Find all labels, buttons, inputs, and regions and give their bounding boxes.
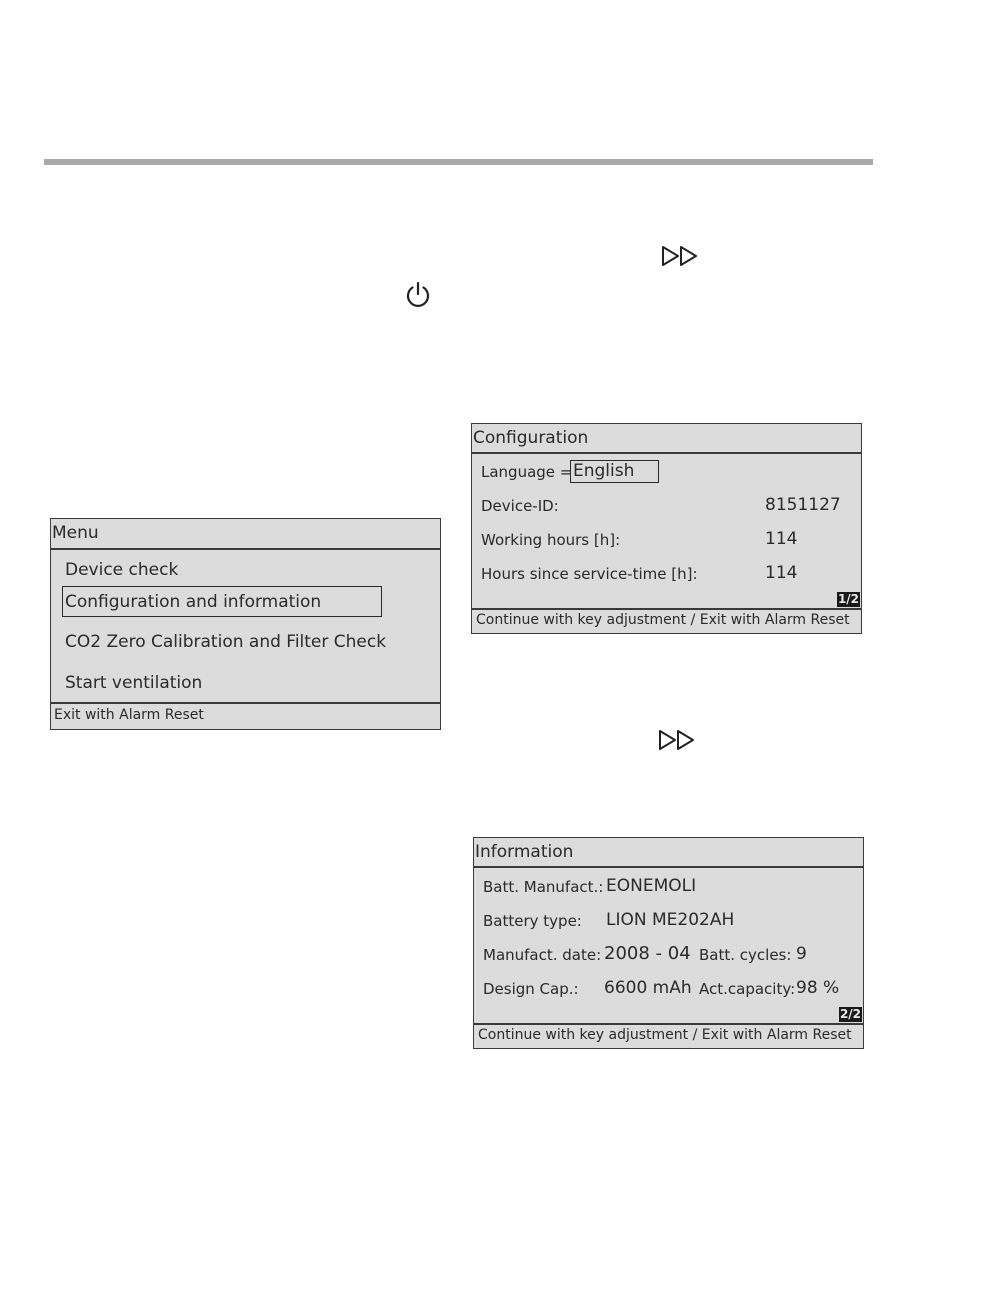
page-indicator: 1/2 <box>837 592 860 606</box>
menu-title-divider <box>51 548 440 550</box>
language-value: English <box>573 461 635 481</box>
manufact-date-value: 2008 - 04 <box>604 943 691 964</box>
info-footer: Continue with key adjustment / Exit with Alarm Reset <box>478 1027 852 1043</box>
menu-footer: Exit with Alarm Reset <box>54 707 204 723</box>
manufact-date-label: Manufact. date: <box>483 946 602 964</box>
config-footer-divider <box>472 608 861 610</box>
batt-cycles-value: 9 <box>796 944 807 964</box>
info-footer-divider <box>474 1023 863 1025</box>
act-capacity-label: Act.capacity: <box>699 980 796 998</box>
power-icon <box>403 280 433 310</box>
service-hours-value: 114 <box>765 563 798 583</box>
battery-type-value: LION ME202AH <box>606 910 735 930</box>
menu-item-device-check[interactable]: Device check <box>65 560 179 580</box>
act-capacity-value: 98 % <box>796 978 840 998</box>
menu-item-configuration[interactable]: Configuration and information <box>65 592 322 612</box>
header-divider <box>44 159 873 165</box>
config-title-divider <box>472 452 861 454</box>
page-indicator: 2/2 <box>839 1007 862 1021</box>
info-title: Information <box>475 842 574 862</box>
menu-footer-divider <box>51 702 440 704</box>
fast-forward-icon <box>661 245 699 267</box>
information-screen <box>473 837 864 1049</box>
batt-manufact-value: EONEMOLI <box>606 876 697 896</box>
config-footer: Continue with key adjustment / Exit with Alarm Reset <box>476 612 850 628</box>
working-hours-value: 114 <box>765 529 798 549</box>
language-label: Language = <box>481 463 573 481</box>
device-id-value: 8151127 <box>765 495 841 515</box>
config-title: Configuration <box>473 428 589 448</box>
menu-item-start-ventilation[interactable]: Start ventilation <box>65 673 203 693</box>
design-cap-label: Design Cap.: <box>483 980 579 998</box>
menu-title: Menu <box>52 523 99 543</box>
menu-item-co2-calibration[interactable]: CO2 Zero Calibration and Filter Check <box>65 632 387 652</box>
device-id-label: Device-ID: <box>481 497 559 515</box>
working-hours-label: Working hours [h]: <box>481 531 621 549</box>
batt-cycles-label: Batt. cycles: <box>699 946 792 964</box>
battery-type-label: Battery type: <box>483 912 582 930</box>
design-cap-value: 6600 mAh <box>604 978 692 998</box>
service-hours-label: Hours since service-time [h]: <box>481 565 698 583</box>
fast-forward-icon <box>658 729 696 751</box>
configuration-screen <box>471 423 862 634</box>
info-title-divider <box>474 866 863 868</box>
batt-manufact-label: Batt. Manufact.: <box>483 878 604 896</box>
menu-screen <box>50 518 441 730</box>
